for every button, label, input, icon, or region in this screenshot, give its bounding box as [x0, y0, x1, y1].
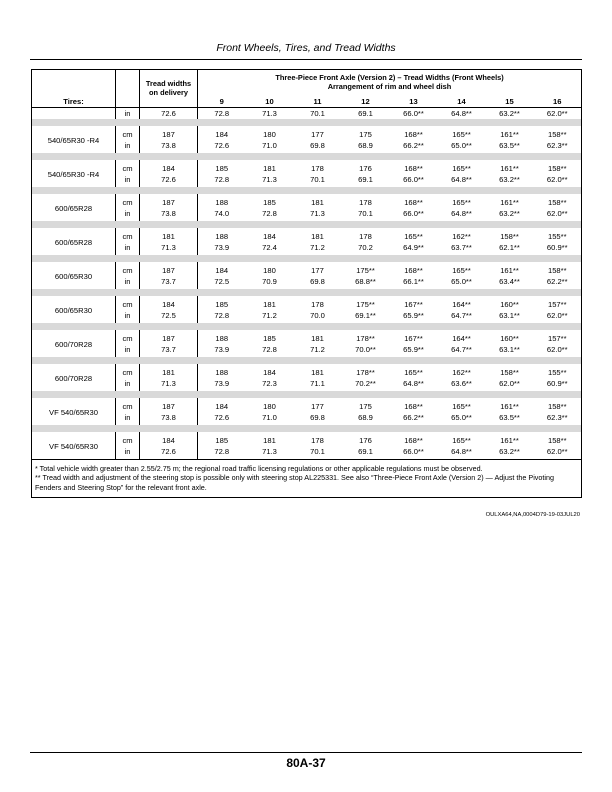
value-cell: 177	[311, 265, 324, 275]
value-cell: 165**	[452, 435, 471, 445]
delivery-header	[140, 70, 198, 108]
value-cell: 185	[263, 197, 276, 207]
value-cell: 178**	[356, 367, 375, 377]
value-cell: 62.0**	[534, 446, 582, 460]
value-cell: 60.9**	[534, 378, 582, 391]
value-cell: 71.2	[310, 242, 325, 252]
value-cell: 161**	[500, 435, 519, 445]
footnotes	[32, 459, 582, 498]
value-cell: 176	[359, 435, 372, 445]
value-cell: 178	[359, 197, 372, 207]
value-cell: 63.2**	[486, 107, 534, 119]
value-cell: 184	[215, 401, 229, 411]
footer-rule	[30, 752, 582, 753]
tire-size-label: 600/70R28	[32, 330, 116, 357]
value-cell: 165**	[452, 401, 471, 411]
value-cell: 71.3	[310, 208, 325, 218]
page-number: 80A-37	[286, 756, 326, 770]
value-cell: 188	[215, 333, 229, 343]
unit-cell: in	[116, 412, 140, 425]
value-cell: 64.7**	[451, 310, 472, 320]
group-separator	[32, 255, 582, 262]
value-cell: 185	[215, 163, 229, 173]
unit-cell: in	[116, 242, 140, 255]
value-cell: 63.2**	[499, 446, 520, 456]
column-header-15: 15	[505, 96, 514, 106]
value-cell: 69.8	[310, 140, 325, 150]
value-cell: 63.6**	[451, 378, 472, 388]
value-cell: 71.2	[262, 310, 277, 320]
value-cell: 158**	[534, 194, 582, 208]
footnote-row	[32, 459, 582, 498]
unit-cell: in	[116, 310, 140, 323]
delivery-cell: 184	[140, 160, 198, 174]
separator-band	[32, 391, 582, 398]
value-cell: 63.2**	[499, 174, 520, 184]
delivery-cell: 73.7	[140, 344, 198, 357]
table-row	[32, 364, 582, 378]
value-cell: 65.9**	[403, 310, 424, 320]
tire-size-label: 540/65R30 -R4	[32, 126, 116, 153]
value-cell: 165**	[452, 163, 471, 173]
value-cell: 157**	[534, 296, 582, 310]
delivery-cell: 73.8	[140, 412, 198, 425]
value-cell: 71.3	[262, 446, 277, 456]
value-cell: 63.2**	[499, 208, 520, 218]
delivery-cell: 71.3	[140, 242, 198, 255]
tread-width-table	[31, 69, 582, 498]
value-cell: 188	[215, 367, 229, 377]
value-cell: 72.4	[262, 242, 277, 252]
separator-band	[32, 119, 582, 126]
value-cell: 72.3	[262, 378, 277, 388]
delivery-cell: 187	[140, 262, 198, 276]
value-cell: 63.5**	[499, 140, 520, 150]
value-cell: 66.1**	[403, 276, 424, 286]
value-cell: 167**	[404, 333, 423, 343]
value-cell: 158**	[534, 432, 582, 446]
value-cell: 177	[311, 401, 324, 411]
table-row	[32, 262, 582, 276]
group-separator	[32, 357, 582, 364]
value-cell: 63.4**	[499, 276, 520, 286]
value-cell: 70.9	[262, 276, 277, 286]
value-cell: 168**	[404, 163, 423, 173]
separator-band	[32, 357, 582, 364]
value-cell: 71.1	[310, 378, 325, 388]
value-cell: 175	[359, 401, 372, 411]
value-cell: 64.8**	[451, 446, 472, 456]
column-header-12: 12	[361, 96, 370, 106]
column-header-10: 10	[265, 96, 274, 106]
page-header-title: Front Wheels, Tires, and Tread Widths	[216, 42, 396, 54]
tire-size-label: 600/65R30	[32, 262, 116, 289]
unit-cell: cm	[116, 432, 140, 446]
reference-code: OULXA64,NA,0004D79-19-03JUL20	[485, 512, 580, 518]
value-cell: 69.1	[358, 174, 373, 184]
unit-cell: cm	[116, 398, 140, 412]
value-cell: 72.8	[262, 344, 277, 354]
value-cell: 155**	[534, 364, 582, 378]
value-cell: 70.1	[310, 446, 325, 456]
value-cell: 72.8	[214, 310, 230, 320]
table-row	[32, 398, 582, 412]
value-cell: 70.2	[358, 242, 373, 252]
value-cell: 157**	[534, 330, 582, 344]
value-cell: 66.0**	[403, 208, 424, 218]
column-header-16: 16	[534, 91, 582, 107]
footnote-1: * Total vehicle width greater than 2.55/2.75 m; the regional road traffic licensing regulations or other applicable regulations must be observed.	[35, 463, 483, 473]
value-cell: 175	[359, 129, 372, 139]
group-separator	[32, 323, 582, 330]
value-cell: 63.7**	[451, 242, 472, 252]
value-cell: 69.1**	[355, 310, 376, 320]
delivery-cell: 71.3	[140, 378, 198, 391]
value-cell: 64.9**	[403, 242, 424, 252]
unit-cell: in	[116, 378, 140, 391]
separator-band	[32, 153, 582, 160]
value-cell: 161**	[500, 129, 519, 139]
value-cell: 168**	[404, 435, 423, 445]
value-cell: 185	[263, 333, 276, 343]
value-cell: 66.2**	[403, 412, 424, 422]
group-separator	[32, 187, 582, 194]
value-cell: 69.1	[342, 107, 390, 119]
value-cell: 62.0**	[534, 344, 582, 357]
unit-header	[116, 70, 140, 108]
value-cell: 72.8	[214, 446, 230, 456]
value-cell: 168**	[404, 129, 423, 139]
value-cell: 60.9**	[534, 242, 582, 255]
delivery-cell: 184	[140, 432, 198, 446]
unit-cell: in	[116, 276, 140, 289]
value-cell: 175**	[356, 299, 375, 309]
value-cell: 180	[263, 265, 276, 275]
group-separator	[32, 391, 582, 398]
table-row	[32, 296, 582, 310]
separator-band	[32, 255, 582, 262]
value-cell: 64.8**	[403, 378, 424, 388]
header-rule	[30, 59, 582, 60]
value-cell: 168**	[404, 401, 423, 411]
value-cell: 165**	[452, 265, 471, 275]
value-cell: 71.0	[262, 412, 277, 422]
unit-cell: cm	[116, 330, 140, 344]
delivery-cell: 184	[140, 296, 198, 310]
value-cell: 70.1	[358, 208, 373, 218]
value-cell: 70.1	[294, 107, 342, 119]
value-cell: 73.9	[214, 378, 230, 388]
value-cell: 161**	[500, 197, 519, 207]
value-cell: 65.9**	[403, 344, 424, 354]
tire-cell	[32, 107, 116, 119]
value-cell: 181	[311, 333, 324, 343]
value-cell: 68.8**	[355, 276, 376, 286]
table-row	[32, 107, 582, 119]
unit-cell: cm	[116, 296, 140, 310]
group-separator	[32, 119, 582, 126]
value-cell: 178	[311, 435, 324, 445]
group-separator	[32, 289, 582, 296]
value-cell: 70.0**	[355, 344, 376, 354]
table-row	[32, 160, 582, 174]
delivery-cell: 187	[140, 330, 198, 344]
value-cell: 161**	[500, 401, 519, 411]
tires-header: Tires:	[32, 70, 116, 108]
value-cell: 184	[263, 367, 276, 377]
value-cell: 158**	[534, 126, 582, 140]
value-cell: 62.3**	[534, 412, 582, 425]
value-cell: 66.0**	[403, 174, 424, 184]
value-cell: 65.0**	[451, 140, 472, 150]
value-cell: 65.0**	[451, 276, 472, 286]
column-header-13: 13	[409, 96, 418, 106]
value-cell: 72.8	[214, 174, 230, 184]
table-row	[32, 126, 582, 140]
value-cell: 158**	[534, 398, 582, 412]
value-cell: 73.9	[214, 242, 230, 252]
value-cell: 184	[215, 265, 229, 275]
value-cell: 158**	[534, 262, 582, 276]
value-cell: 162**	[452, 231, 471, 241]
value-cell: 184	[263, 231, 276, 241]
tire-size-label: 540/65R30 -R4	[32, 160, 116, 187]
value-cell: 70.0	[310, 310, 325, 320]
value-cell: 181	[263, 435, 276, 445]
tire-size-label: 600/65R28	[32, 228, 116, 255]
delivery-header-line-1: Tread widths	[145, 79, 192, 89]
value-cell: 177	[311, 129, 324, 139]
value-cell: 69.8	[310, 412, 325, 422]
value-cell: 72.6	[214, 140, 230, 150]
value-cell: 164**	[452, 299, 471, 309]
value-cell: 71.0	[262, 140, 277, 150]
value-cell: 69.1	[358, 446, 373, 456]
tread-width-table-wrap	[31, 69, 581, 498]
unit-cell: cm	[116, 160, 140, 174]
delivery-cell: 73.8	[140, 208, 198, 221]
unit-cell: cm	[116, 228, 140, 242]
table-row	[32, 330, 582, 344]
value-cell: 73.9	[214, 344, 230, 354]
value-cell: 167**	[404, 299, 423, 309]
value-cell: 64.8**	[451, 174, 472, 184]
value-cell: 178	[359, 231, 372, 241]
delivery-cell: 181	[140, 228, 198, 242]
value-cell: 158**	[500, 231, 519, 241]
value-cell: 64.8**	[438, 107, 486, 119]
value-cell: 68.9	[358, 140, 373, 150]
value-cell: 180	[263, 129, 276, 139]
table-row	[32, 228, 582, 242]
value-cell: 181	[263, 299, 276, 309]
value-cell: 62.0**	[499, 378, 520, 388]
unit-cell: in	[116, 446, 140, 460]
tire-size-label: 600/65R28	[32, 194, 116, 221]
value-cell: 165**	[404, 367, 423, 377]
value-cell: 71.3	[246, 107, 294, 119]
value-cell: 66.2**	[403, 140, 424, 150]
separator-band	[32, 187, 582, 194]
value-cell: 184	[215, 129, 229, 139]
value-cell: 70.2**	[355, 378, 376, 388]
group-separator	[32, 425, 582, 432]
column-header-14: 14	[457, 96, 466, 106]
column-header-9: 9	[219, 96, 224, 106]
value-cell: 176	[359, 163, 372, 173]
value-cell: 62.0**	[534, 174, 582, 187]
delivery-cell: 187	[140, 126, 198, 140]
unit-cell: cm	[116, 262, 140, 276]
value-cell: 178	[311, 163, 324, 173]
tire-size-label: 600/65R30	[32, 296, 116, 323]
separator-band	[32, 221, 582, 228]
value-cell: 178	[311, 299, 324, 309]
unit-cell: in	[116, 174, 140, 187]
value-cell: 71.3	[262, 174, 277, 184]
value-cell: 72.6	[214, 412, 230, 422]
delivery-cell: 72.5	[140, 310, 198, 323]
separator-band	[32, 425, 582, 432]
tire-size-label: VF 540/65R30	[32, 398, 116, 425]
delivery-cell: 72.6	[140, 107, 198, 119]
value-cell: 181	[311, 197, 324, 207]
axle-subtitle: Arrangement of rim and wheel dish	[198, 82, 582, 91]
value-cell: 175**	[356, 265, 375, 275]
unit-cell: in	[116, 344, 140, 357]
axle-title: Three-Piece Front Axle (Version 2) – Tread Widths (Front Wheels)	[198, 70, 582, 83]
unit-cell: cm	[116, 364, 140, 378]
value-cell: 161**	[500, 265, 519, 275]
unit-cell: in	[116, 208, 140, 221]
value-cell: 180	[263, 401, 276, 411]
delivery-cell: 187	[140, 398, 198, 412]
value-cell: 178**	[356, 333, 375, 343]
value-cell: 160**	[500, 333, 519, 343]
unit-cell: in	[116, 140, 140, 153]
group-separator	[32, 153, 582, 160]
value-cell: 181	[311, 367, 324, 377]
value-cell: 72.8	[262, 208, 277, 218]
value-cell: 72.5	[214, 276, 230, 286]
delivery-cell: 73.8	[140, 140, 198, 153]
group-separator	[32, 221, 582, 228]
value-cell: 181	[311, 231, 324, 241]
value-cell: 62.1**	[499, 242, 520, 252]
value-cell: 62.3**	[534, 140, 582, 153]
footnote-2: ** Tread width and adjustment of the steering stop is possible only with steering stop AL225331. See also “Three-Piece Front Axle (Version 2) — Adjust the Pivoting Fenders and Steering Stop” for the relevant front axle.	[35, 473, 554, 492]
value-cell: 165**	[452, 129, 471, 139]
unit-cell: cm	[116, 194, 140, 208]
value-cell: 71.2	[310, 344, 325, 354]
value-cell: 162**	[452, 367, 471, 377]
value-cell: 72.8	[198, 107, 246, 119]
value-cell: 63.1**	[499, 310, 520, 320]
value-cell: 158**	[534, 160, 582, 174]
value-cell: 62.0**	[534, 310, 582, 323]
delivery-header-line-2: on delivery	[148, 88, 189, 98]
unit-cell: cm	[116, 126, 140, 140]
value-cell: 158**	[500, 367, 519, 377]
value-cell: 74.0	[214, 208, 230, 218]
value-cell: 70.1	[310, 174, 325, 184]
tire-size-label: VF 540/65R30	[32, 432, 116, 460]
delivery-cell: 187	[140, 194, 198, 208]
value-cell: 168**	[404, 197, 423, 207]
value-cell: 161**	[500, 163, 519, 173]
separator-band	[32, 323, 582, 330]
value-cell: 64.8**	[451, 208, 472, 218]
delivery-cell: 181	[140, 364, 198, 378]
value-cell: 165**	[404, 231, 423, 241]
separator-band	[32, 289, 582, 296]
column-header-11: 11	[313, 96, 322, 106]
value-cell: 188	[215, 197, 229, 207]
value-cell: 168**	[404, 265, 423, 275]
value-cell: 65.0**	[451, 412, 472, 422]
value-cell: 165**	[452, 197, 471, 207]
tire-size-label: 600/70R28	[32, 364, 116, 391]
delivery-cell: 72.6	[140, 446, 198, 460]
value-cell: 181	[263, 163, 276, 173]
table-row	[32, 432, 582, 446]
value-cell: 160**	[500, 299, 519, 309]
delivery-cell: 72.6	[140, 174, 198, 187]
value-cell: 66.0**	[390, 107, 438, 119]
table-row	[32, 194, 582, 208]
value-cell: 185	[215, 435, 229, 445]
unit-cell: in	[116, 107, 140, 119]
value-cell: 62.0**	[534, 208, 582, 221]
value-cell: 188	[215, 231, 229, 241]
value-cell: 62.0**	[534, 107, 582, 119]
delivery-cell: 73.7	[140, 276, 198, 289]
value-cell: 63.1**	[499, 344, 520, 354]
value-cell: 66.0**	[403, 446, 424, 456]
value-cell: 63.5**	[499, 412, 520, 422]
value-cell: 68.9	[358, 412, 373, 422]
value-cell: 155**	[534, 228, 582, 242]
value-cell: 62.2**	[534, 276, 582, 289]
value-cell: 164**	[452, 333, 471, 343]
value-cell: 64.7**	[451, 344, 472, 354]
value-cell: 69.8	[310, 276, 325, 286]
value-cell: 185	[215, 299, 229, 309]
